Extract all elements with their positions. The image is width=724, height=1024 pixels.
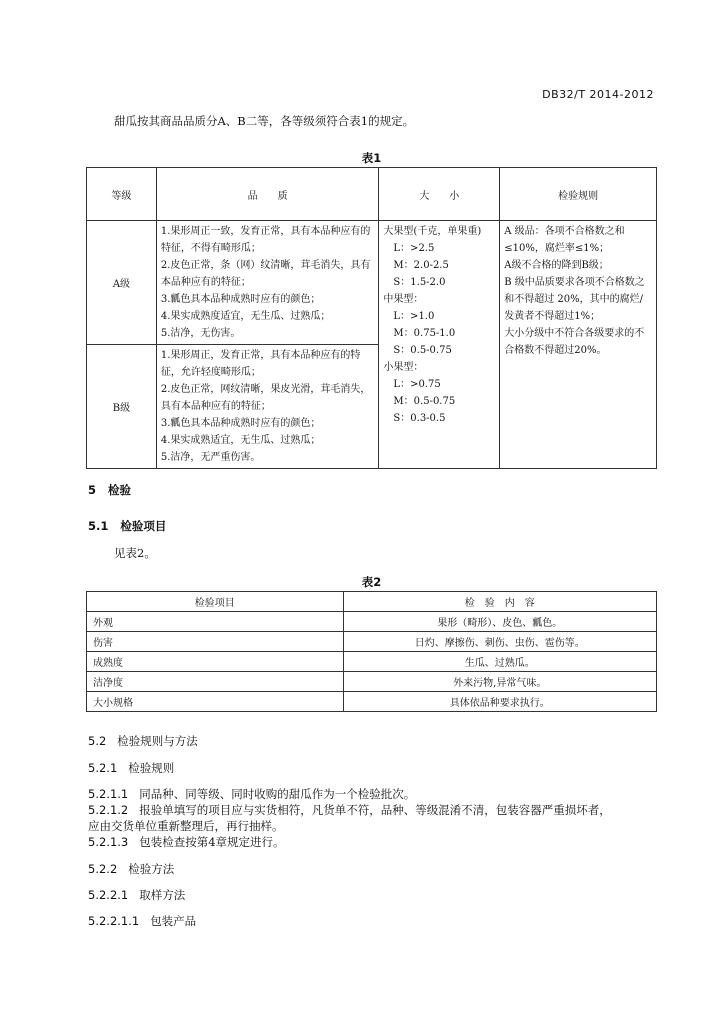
item-cell: 洁净度: [87, 672, 344, 692]
section-title: 检验规则与方法: [117, 734, 198, 748]
clause-5-2-1-2-continued: 应由交货单位重新整理后，再行抽样。: [88, 819, 284, 833]
document-id: DB32/T 2014-2012: [542, 88, 654, 101]
clause-5-2-1-2: [88, 802, 611, 818]
clause-text: 包装检查按第4章规定进行。: [139, 835, 285, 849]
section-number: 5.2: [88, 734, 107, 748]
table1-caption: 表1: [361, 151, 382, 165]
section-title: 检验项目: [120, 519, 167, 533]
clause-5-2-1-3: [88, 834, 285, 850]
size-line: 中果型：: [383, 294, 424, 305]
grade-b-quality: [156, 345, 379, 469]
grade-a-label: A级: [87, 221, 157, 345]
quality-line: 3.瓤色具本品种成熟时应有的颜色；: [160, 294, 321, 305]
quality-line: 2.皮色正常，网纹清晰，果皮光滑，茸毛消失，具有本品种应有的特征；: [160, 384, 371, 412]
section-title: 检验方法: [128, 862, 175, 876]
inspection-rules: [500, 221, 657, 469]
section-5-1-heading: [88, 518, 166, 534]
size-line: L：>0.75: [383, 379, 441, 390]
table2-header-item: 检验项目: [87, 592, 344, 612]
table1-header-grade: 等级: [87, 168, 157, 221]
section-number: 5.1: [88, 519, 109, 533]
section-5-2-heading: [88, 733, 198, 749]
quality-line: 5.洁净，无伤害。: [160, 328, 241, 339]
content-cell: 具体依品种要求执行。: [343, 692, 656, 712]
table1-header-size: 大 小: [379, 168, 500, 221]
table2-header-content: 检 验 内 容: [343, 592, 656, 612]
table-row: [87, 632, 657, 652]
section-number: 5.2.1: [88, 761, 118, 775]
quality-line: 3.瓤色具本品种成熟时应有的颜色；: [160, 418, 321, 429]
table2-inspection-items: [86, 591, 657, 712]
table-row: [87, 692, 657, 712]
section-5-2-2-heading: [88, 861, 174, 877]
rule-line: A级不合格的降到B级；: [504, 260, 609, 271]
grade-a-quality: [156, 221, 379, 345]
section-title: 检验: [108, 483, 132, 497]
quality-line: 2.皮色正常，条（网）纹清晰，茸毛消失，具有本品种应有的特征；: [160, 260, 371, 288]
size-line: M：0.5-0.75: [383, 396, 456, 407]
section-number: 5.2.2.1.1: [88, 914, 140, 928]
section-title: 包装产品: [150, 914, 197, 928]
section-5-2-2-1-1-heading: [88, 913, 196, 929]
item-cell: 大小规格: [87, 692, 344, 712]
clause-number: 5.2.1.1: [88, 787, 129, 801]
section-5-1-text: 见表2。: [114, 546, 156, 560]
content-cell: 外来污物,异常气味。: [343, 672, 656, 692]
size-line: L：>2.5: [383, 243, 435, 254]
quality-line: 1.果形周正，发育正常，具有本品种应有的特征，允许轻度畸形瓜；: [160, 350, 361, 378]
content-cell: 生瓜、过熟瓜。: [343, 652, 656, 672]
section-title: 检验规则: [128, 761, 175, 775]
size-line: S：0.5-0.75: [383, 345, 452, 356]
section-number: 5: [88, 483, 97, 497]
quality-line: 1.果形周正一致，发育正常，具有本品种应有的特征，不得有畸形瓜；: [160, 226, 371, 254]
size-line: L：>1.0: [383, 311, 435, 322]
size-line: 小果型：: [383, 362, 424, 373]
item-cell: 伤害: [87, 632, 344, 652]
content-cell: 日灼、摩擦伤、刺伤、虫伤、雹伤等。: [343, 632, 656, 652]
size-spec: [379, 221, 500, 469]
table-row: [87, 652, 657, 672]
table1-grades: [86, 167, 657, 469]
intro-paragraph: 甜瓜按其商品品质分A、B二等，各等级须符合表1的规定。: [114, 114, 415, 128]
section-number: 5.2.2.1: [88, 888, 129, 902]
clause-number: 5.2.1.3: [88, 835, 129, 849]
item-cell: 外观: [87, 612, 344, 632]
item-cell: 成熟度: [87, 652, 344, 672]
quality-line: 4.果实成熟度适宜，无生瓜、过熟瓜；: [160, 311, 331, 322]
section-5-2-1-heading: [88, 760, 174, 776]
section-title: 取样方法: [139, 888, 186, 902]
size-line: S：1.5-2.0: [383, 277, 446, 288]
rule-line: B 级中品质要求各项不合格数之和不得超过 20%，其中的腐烂/发黄者不得超过1%；: [504, 277, 645, 322]
size-line: S：0.3-0.5: [383, 413, 446, 424]
clause-5-2-1-1: [88, 786, 415, 802]
table-row: [87, 672, 657, 692]
quality-line: 4.果实成熟适宜，无生瓜、过熟瓜；: [160, 435, 321, 446]
table1-header-quality: 品 质: [156, 168, 379, 221]
clause-number: 5.2.1.2: [88, 803, 129, 817]
size-line: M：2.0-2.5: [383, 260, 449, 271]
table2-caption: 表2: [361, 575, 382, 589]
table1-header-rules: 检验规则: [500, 168, 657, 221]
rule-line: A 级品：各项不合格数之和≤10%，腐烂率≤1%；: [504, 226, 625, 254]
rule-line: 大小分级中不符合各级要求的不合格数不得超过20%。: [504, 328, 645, 356]
size-line: M：0.75-1.0: [383, 328, 456, 339]
quality-line: 5.洁净，无严重伤害。: [160, 452, 261, 463]
table-row: [87, 612, 657, 632]
section-5-2-2-1-heading: [88, 887, 185, 903]
content-cell: 果形（畸形）、皮色、瓤色。: [343, 612, 656, 632]
grade-b-label: B级: [87, 345, 157, 469]
clause-text: 报验单填写的项目应与实货相符，凡货单不符，品种、等级混淆不清，包装容器严重损坏者，: [139, 803, 611, 817]
section-number: 5.2.2: [88, 862, 118, 876]
size-line: 大果型(千克，单果重): [383, 226, 482, 237]
section-5-heading: [88, 482, 131, 498]
clause-text: 同品种、同等级、同时收购的甜瓜作为一个检验批次。: [139, 787, 416, 801]
